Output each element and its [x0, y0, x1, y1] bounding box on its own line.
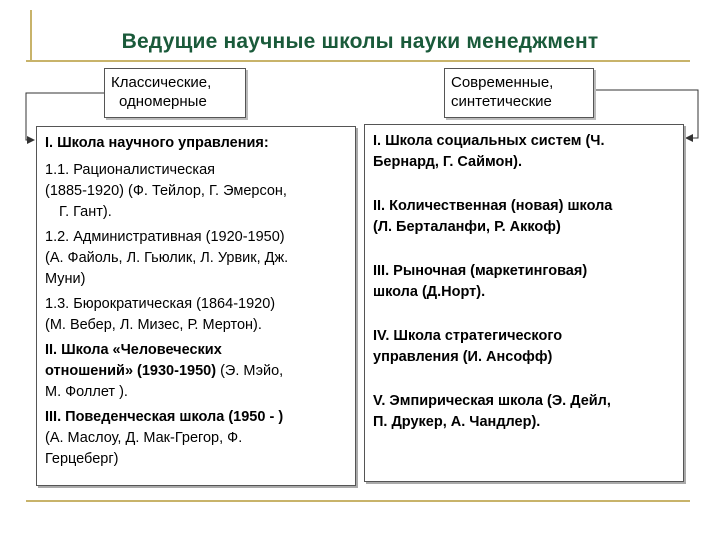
bureaucratic-school [45, 294, 347, 336]
school-scientific-management-heading: I. Школа научного управления: [45, 135, 269, 151]
rationalist-line1: 1.1. Рационалистическая [45, 162, 216, 178]
behavioral-line1: III. Поведенческая школа (1950 - ) [45, 409, 284, 425]
empirical-line1: V. Эмпирическая школа (Э. Дейл, [373, 393, 611, 409]
administrative-school [45, 227, 347, 290]
human-relations-line1: II. Школа «Человеческих [45, 342, 222, 358]
strategic-line1: IV. Школа стратегического [373, 328, 563, 344]
administrative-line2: (А. Файоль, Л. Гьюлик, Л. Урвик, Дж. [45, 250, 289, 266]
administrative-line1: 1.2. Административная (1920-1950) [45, 229, 285, 245]
empirical-school [373, 391, 675, 433]
modern-schools-panel [364, 124, 684, 482]
classic-tag-line2: одномерные [119, 93, 207, 110]
rationalist-line2: (1885-1920) (Ф. Тейлор, Г. Эмерсон, [45, 183, 287, 199]
social-systems-line2: Бернард, Г. Саймон). [373, 154, 523, 170]
human-relations-line3: М. Фоллет ). [45, 384, 128, 400]
quantitative-school [373, 196, 675, 238]
marketing-line2: школа (Д.Норт). [373, 284, 486, 300]
bureaucratic-line2: (М. Вебер, Л. Мизес, Р. Мертон). [45, 317, 262, 333]
rationalist-school [45, 160, 347, 223]
bureaucratic-line1: 1.3. Бюрократическая (1864-1920) [45, 296, 276, 312]
strategic-management-school [373, 326, 675, 368]
social-systems-school [373, 131, 675, 173]
strategic-line2: управления (И. Ансофф) [373, 349, 553, 365]
modern-schools-tag [444, 68, 594, 118]
human-relations-school [45, 340, 347, 403]
behavioral-school [45, 407, 347, 470]
classic-schools-panel [36, 126, 356, 486]
empirical-line2: П. Друкер, А. Чандлер). [373, 414, 541, 430]
classic-tag-line1: Классические, [111, 74, 212, 91]
behavioral-line2: (А. Маслоу, Д. Мак-Грегор, Ф. [45, 430, 243, 446]
quantitative-line2: (Л. Берталанфи, Р. Аккоф) [373, 219, 561, 235]
administrative-line3: Муни) [45, 271, 86, 287]
marketing-line1: III. Рыночная (маркетинговая) [373, 263, 588, 279]
modern-tag-line1: Современные, [451, 74, 554, 91]
rationalist-line3: Г. Гант). [59, 204, 112, 220]
marketing-school [373, 261, 675, 303]
behavioral-line3: Герцеберг) [45, 451, 119, 467]
social-systems-line1: I. Школа социальных систем (Ч. [373, 133, 605, 149]
page-title: Ведущие научные школы науки менеджмент [121, 30, 599, 53]
human-relations-line2: отношений» (1930-1950) (Э. Мэйо, [45, 363, 284, 379]
classic-schools-tag [104, 68, 246, 118]
modern-tag-line2: синтетические [451, 93, 552, 110]
quantitative-line1: II. Количественная (новая) школа [373, 198, 613, 214]
